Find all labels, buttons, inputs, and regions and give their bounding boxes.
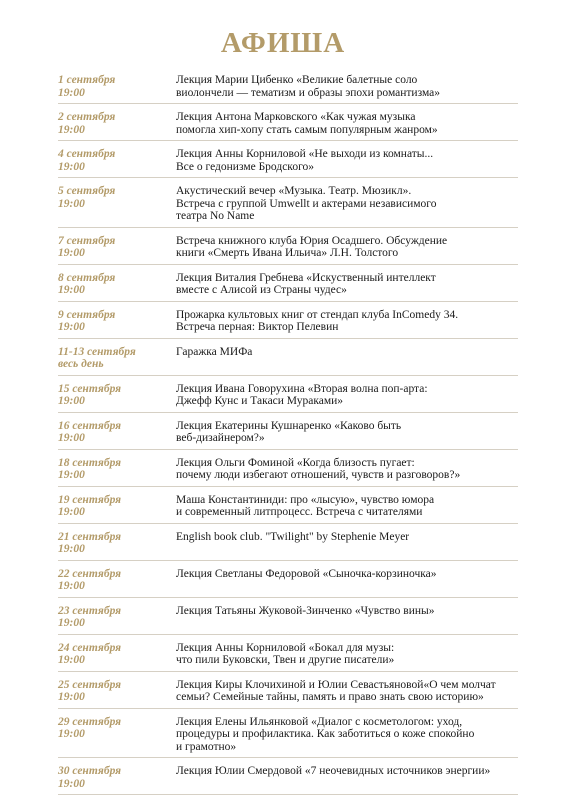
event-description <box>176 272 518 297</box>
event-time: 19:00 <box>58 617 85 629</box>
event-description <box>176 765 518 778</box>
event-description-line: театра No Name <box>176 210 255 222</box>
event-description <box>176 74 518 99</box>
event-row <box>58 346 518 376</box>
event-time: 19:00 <box>58 395 85 407</box>
event-time: 19:00 <box>58 197 85 210</box>
event-description-line: Все о гедонизме Бродского» <box>176 160 314 173</box>
event-date: 30 сентября <box>58 765 122 777</box>
event-row <box>58 605 518 635</box>
event-description <box>176 148 518 173</box>
event-description-line: Лекция Анны Корниловой «Бокал для музы: <box>176 641 395 654</box>
event-date: 22 сентября <box>58 567 122 580</box>
event-date: 18 сентября <box>58 456 122 469</box>
event-time: 19:00 <box>58 691 85 703</box>
event-date: 21 сентября <box>58 530 122 543</box>
event-description-line: Джефф Кунс и Такаси Мураками» <box>176 395 344 407</box>
event-row <box>58 111 518 141</box>
event-row <box>58 235 518 265</box>
event-description-line: Акустический вечер «Музыка. Театр. Мюзикл». <box>176 185 412 197</box>
event-row <box>58 185 518 228</box>
event-row <box>58 679 518 709</box>
event-row <box>58 383 518 413</box>
event-date-block <box>58 74 176 99</box>
event-description-line: что пили Буковски, Твен и другие писатели» <box>176 654 395 666</box>
event-date-block <box>58 383 176 408</box>
event-description-line: Гаражка МИФа <box>176 345 253 358</box>
event-time: 19:00 <box>58 432 85 444</box>
event-date-block <box>58 568 176 593</box>
event-description <box>176 568 518 581</box>
event-description <box>176 309 518 334</box>
event-date: 15 сентября <box>58 382 122 395</box>
event-description-line: Маша Константиниди: про «лысую», чувство юмора <box>176 493 435 506</box>
event-description <box>176 642 518 667</box>
event-date: 7 сентября <box>58 234 116 247</box>
event-description <box>176 111 518 136</box>
event-description <box>176 494 518 519</box>
event-date-block <box>58 531 176 556</box>
event-description <box>176 457 518 482</box>
event-description <box>176 383 518 408</box>
event-date: 9 сентября <box>58 308 116 321</box>
event-time: 19:00 <box>58 321 85 333</box>
event-description-line: Встреча перная: Виктор Пелевин <box>176 321 339 333</box>
page-title: АФИША <box>220 27 346 59</box>
event-date: 5 сентября <box>58 185 116 197</box>
event-row <box>58 716 518 759</box>
event-row <box>58 74 518 104</box>
event-date-block <box>58 765 176 790</box>
event-description-line: помогла хип-хопу стать самым популярным жанром» <box>176 123 438 136</box>
event-date-block <box>58 605 176 630</box>
event-description <box>176 531 518 544</box>
event-date-block <box>58 642 176 667</box>
event-time: 19:00 <box>58 728 85 740</box>
event-description-line: процедуры и профилактика. Как заботиться о коже спокойно <box>176 728 475 740</box>
event-description-line: Встреча с группой Umwellt и актерами независимого <box>176 197 437 210</box>
event-time: 19:00 <box>58 123 85 136</box>
event-description-line: книги «Смерть Ивана Ильича» Л.Н. Толстого <box>176 247 399 259</box>
event-description-line: почему люди избегают отношений, чувств и разговоров?» <box>176 469 461 481</box>
event-description <box>176 235 518 260</box>
event-description-line: Лекция Виталия Гребнева «Искуственный интеллект <box>176 271 436 284</box>
event-row <box>58 568 518 598</box>
event-time: 19:00 <box>58 469 85 481</box>
event-row <box>58 531 518 561</box>
event-date: 11-13 сентября <box>58 345 136 358</box>
event-description-line: Лекция Ольги Фоминой «Когда близость пугает: <box>176 456 415 469</box>
event-description <box>176 716 518 754</box>
event-row <box>58 309 518 339</box>
event-date-block <box>58 346 176 371</box>
event-description-line: Лекция Светланы Федоровой «Сыночка-корзиночка» <box>176 567 437 580</box>
event-date-block <box>58 235 176 260</box>
event-date: 24 сентября <box>58 641 122 654</box>
event-description-line: вместе с Алисой из Страны чудес» <box>176 284 347 296</box>
event-description-line: веб-дизайнером?» <box>176 432 265 444</box>
event-time: 19:00 <box>58 160 85 173</box>
event-description-line: виолончели — тематизм и образы эпохи романтизма» <box>176 86 441 99</box>
event-date: 4 сентября <box>58 148 116 160</box>
event-date: 8 сентября <box>58 271 116 284</box>
event-description-line: Лекция Елены Ильянковой «Диалог с косметологом: уход, <box>176 715 463 728</box>
event-date-block <box>58 272 176 297</box>
event-date: 25 сентября <box>58 678 122 691</box>
event-row <box>58 148 518 178</box>
event-date: 1 сентября <box>58 74 116 86</box>
event-row <box>58 457 518 487</box>
event-row <box>58 494 518 524</box>
event-description <box>176 185 518 223</box>
event-date: 23 сентября <box>58 604 122 617</box>
event-date-block <box>58 457 176 482</box>
event-description-line: Лекция Юлии Смердовой «7 неочевидных источников энергии» <box>176 765 491 777</box>
event-time: 19:00 <box>58 506 85 518</box>
event-row <box>58 272 518 302</box>
event-description-line: Прожарка культовых книг от стендап клуба InComedy 34. <box>176 308 459 321</box>
event-description-line: Лекция Антона Марковского «Как чужая музыка <box>176 111 416 123</box>
event-time: 19:00 <box>58 543 85 555</box>
event-description-line: Встреча книжного клуба Юрия Осадшего. Обсуждение <box>176 234 448 247</box>
event-date-block <box>58 309 176 334</box>
event-time: 19:00 <box>58 777 85 790</box>
event-date: 19 сентября <box>58 493 122 506</box>
event-date-block <box>58 494 176 519</box>
event-row <box>58 420 518 450</box>
event-date: 29 сентября <box>58 715 122 728</box>
event-date-block <box>58 679 176 704</box>
event-time: весь день <box>58 358 104 370</box>
event-description-line: Лекция Марии Цибенко «Великие балетные соло <box>176 74 418 86</box>
event-date-block <box>58 185 176 210</box>
event-time: 19:00 <box>58 284 85 296</box>
event-time: 19:00 <box>58 247 85 259</box>
event-description-line: Лекция Анны Корниловой «Не выходи из комнаты... <box>176 148 434 160</box>
event-description-line: и современный литпроцесс. Встреча с читателями <box>176 506 423 518</box>
event-date-block <box>58 111 176 136</box>
event-description-line: Лекция Татьяны Жуковой-Зинченко «Чувство вины» <box>176 604 435 617</box>
event-date: 2 сентября <box>58 111 116 123</box>
event-description-line: Лекция Екатерины Кушнаренко «Каково быть <box>176 419 402 432</box>
event-row <box>58 642 518 672</box>
event-date-block <box>58 420 176 445</box>
event-time: 19:00 <box>58 580 85 592</box>
event-list <box>58 74 518 802</box>
event-description-line: Лекция Ивана Говорухина «Вторая волна поп-арта: <box>176 382 428 395</box>
event-description <box>176 420 518 445</box>
event-row <box>58 765 518 795</box>
event-description-line: и грамотно» <box>176 740 237 753</box>
event-date-block <box>58 716 176 741</box>
event-date: 16 сентября <box>58 419 122 432</box>
event-description <box>176 605 518 618</box>
event-date-block <box>58 148 176 173</box>
event-description <box>176 679 518 704</box>
event-description-line: English book club. "Twilight" by Stephenie Meyer <box>176 530 410 543</box>
event-time: 19:00 <box>58 86 85 99</box>
event-description <box>176 346 518 359</box>
event-time: 19:00 <box>58 654 85 666</box>
event-description-line: семьи? Семейные тайны, память и право знать свою историю» <box>176 691 484 703</box>
event-description-line: Лекция Киры Клочихиной и Юлии Севастьяновой«О чем молчат <box>176 678 496 691</box>
